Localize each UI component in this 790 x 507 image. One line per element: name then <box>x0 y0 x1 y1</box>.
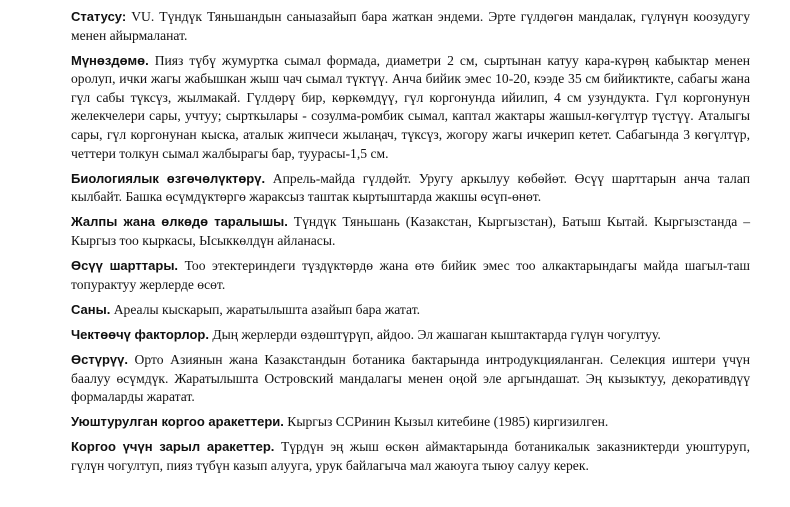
section-heading: Жалпы жана өлкөдө таралышы. <box>71 214 288 230</box>
section-heading: Өстүрүү. <box>71 352 128 367</box>
section-text: Ареалы кыскарып, жаратылышта азайып бара жатат. <box>110 301 421 317</box>
section-text: VU. Түндүк Тяньшандын саныазайып бара жаткан эндеми. Эрте гүлдөгөн мандалак, гүлүнүн коозудугу менен айырмаланат. <box>71 9 750 43</box>
section-text: Апрель-майда гүлдөйт. Уругу аркылуу көбөйөт. Өсүү шарттарын анча талап кылбайт. Башка өсүмдүктөргө жараксыз таштак кыртыштарда жакшы өсүп-өнөт. <box>71 170 750 205</box>
section-distribution <box>71 213 750 250</box>
section-heading: Биологиялык өзгөчөлүктөрү. <box>71 170 266 186</box>
section-heading: Өсүү шарттары. <box>71 258 179 274</box>
section-needed-actions <box>71 438 750 475</box>
section-heading: Саны. <box>71 301 111 317</box>
section-text: Тоо этектериндеги түздүктөрдө жана өтө бийик эмес тоо алкактарындагы майда шагыл-таш топурактуу жерлерде өсөт. <box>71 258 750 292</box>
section-population <box>71 301 750 320</box>
section-heading: Мүнөздөмө. <box>71 52 149 68</box>
section-heading: Статусу: <box>71 9 127 24</box>
section-heading: Чектөөчү факторлор. <box>71 326 209 342</box>
section-text: Дың жерлерди өздөштүрүп, айдоо. Эл жашаган кыштактарда гүлүн чогултуу. <box>208 326 661 342</box>
section-text: Пияз түбү жумуртка сымал формада, диаметри 2 см, сыртынан катуу кара-күрөң кабыктар менен оролуп, ички жагы жабышкан жыш чач сымал түктүү. Анча бийик эмес 10-20, кээде 35 см бийиктикте, сабагы жана гүл сабы түксүз, жылмакай. Гүлдөрү бир, көркөмдүү, гүл коргонунда ийилип, 4 см узундукта. Гүл коргонунун желекчелери сары, учтуу; сырткылары - созулма-ромбик сымал, каптал жактары жашыл-көгүлтүр түстүү. Аталыгы сары, гүл коргонунан кыска, аталык жипчеси жылаңач, түксүз, жогору жагы ичкерип кетет. Сабагында 3 көгүлтүр, четтери толкун сымал жалбырагы бар, туурасы-1,5 см. <box>71 52 750 161</box>
section-text: Орто Азиянын жана Казакстандын ботаника бактарында интродукцияланган. Селекция иштери үчүн баалуу өсүмдүк. Жаратылышта Островский мандалагы менен оңой эле аргындашат. Эң кызыктуу, декоративдүү формаларды жаратат. <box>71 352 750 405</box>
section-cultivation <box>71 351 750 407</box>
section-heading: Коргоо үчүн зарыл аракеттер. <box>71 439 275 455</box>
section-heading: Уюштурулган коргоо аракеттери. <box>71 414 284 430</box>
section-biology <box>71 170 750 207</box>
section-text: Түндүк Тяньшань (Казакстан, Кыргызстан), Батыш Кытай. Кыргызстанда – Кыргыз тоо кыркасы, Ысыккөлдүн айланасы. <box>71 214 750 249</box>
section-text: Кыргыз ССРинин Кызыл китебине (1985) киргизилген. <box>283 414 609 430</box>
section-status <box>71 8 750 45</box>
section-habitat <box>71 257 750 294</box>
section-description <box>71 52 750 164</box>
section-protection-measures <box>71 413 750 432</box>
section-text: Түрдүн эң жыш өскөн аймактарында ботаникалык заказниктерди уюштуруп, гүлүн чогултуп, пияз түбүн казып алууга, урук байлагыча мал жаюуга тыюу салуу керек. <box>71 439 750 473</box>
section-limiting-factors <box>71 326 750 345</box>
